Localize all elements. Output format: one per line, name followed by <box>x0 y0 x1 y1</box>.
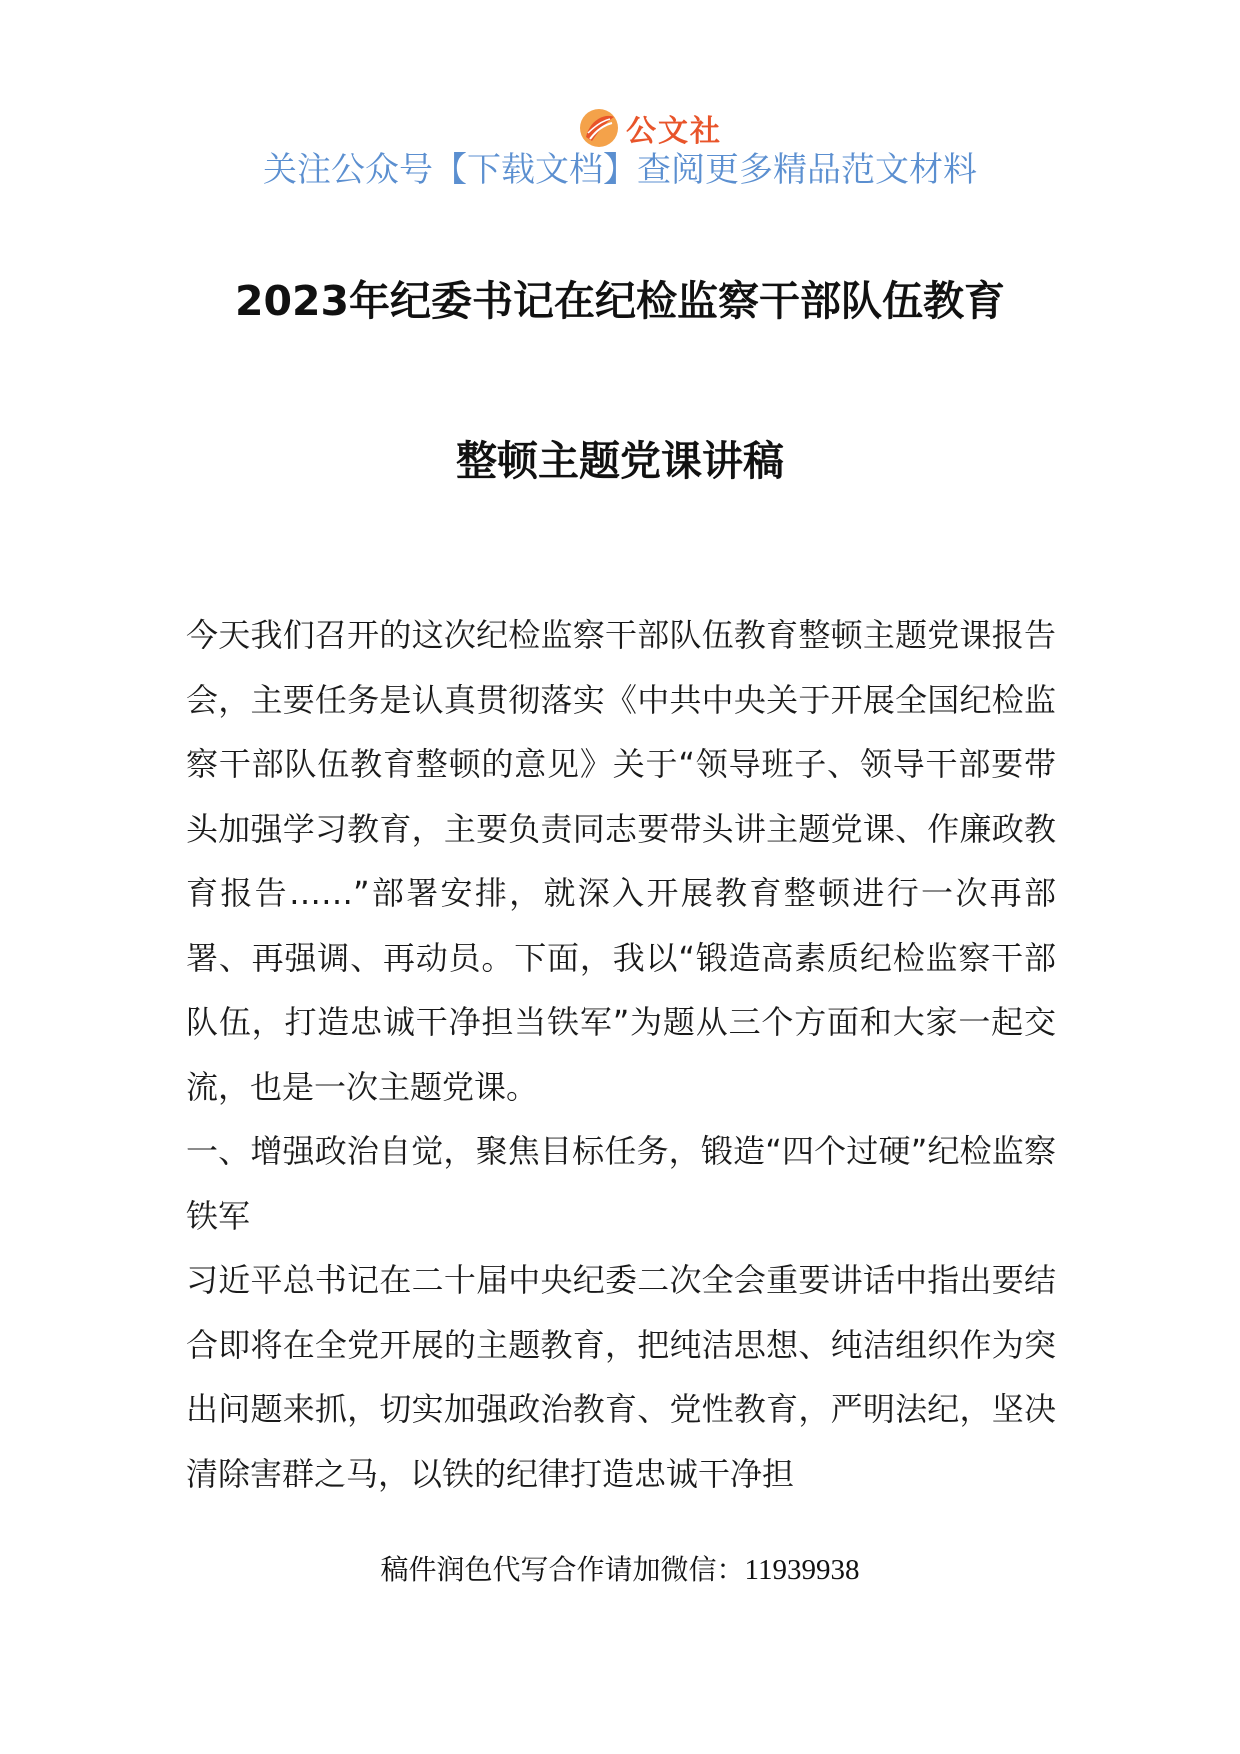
paragraph-intro: 今天我们召开的这次纪检监察干部队伍教育整顿主题党课报告会，主要任务是认真贯彻落实《中共中央关于开展全国纪检监察干部队伍教育整顿的意见》关于“领导班子、领导干部要带头加强学习教育，主要负责同志要带头讲主题党课、作廉政教育报告……”部署安排，就深入开展教育整顿进行一次再部署、再强调、再动员。下面，我以“锻造高素质纪检监察干部队伍，打造忠诚干净担当铁军”为题从三个方面和大家一起交流，也是一次主题党课。 <box>186 616 1056 1106</box>
document-title-line-2: 整顿主题党课讲稿 <box>456 437 784 485</box>
footer-label: 稿件润色代写合作请加微信： <box>380 1553 745 1586</box>
subscribe-notice: 关注公众号【下载文档】查阅更多精品范文材料 <box>263 150 977 190</box>
document-title-line-1: 2023年纪委书记在纪检监察干部队伍教育 <box>234 277 1006 325</box>
section-heading-1: 一、增强政治自觉，聚焦目标任务，锻造“四个过硬”纪检监察铁军 <box>186 1132 1056 1235</box>
document-body <box>186 603 1056 1506</box>
logo-text: 公文社 <box>626 114 722 149</box>
footer-wechat-id: 11939938 <box>744 1554 860 1586</box>
footer <box>0 1548 1240 1588</box>
paragraph-section-1: 习近平总书记在二十届中央纪委二次全会重要讲话中指出要结合即将在全党开展的主题教育，把纯洁思想、纯洁组织作为突出问题来抓，切实加强政治教育、党性教育，严明法纪，坚决清除害群之马，以铁的纪律打造忠诚干净担 <box>186 1261 1056 1493</box>
